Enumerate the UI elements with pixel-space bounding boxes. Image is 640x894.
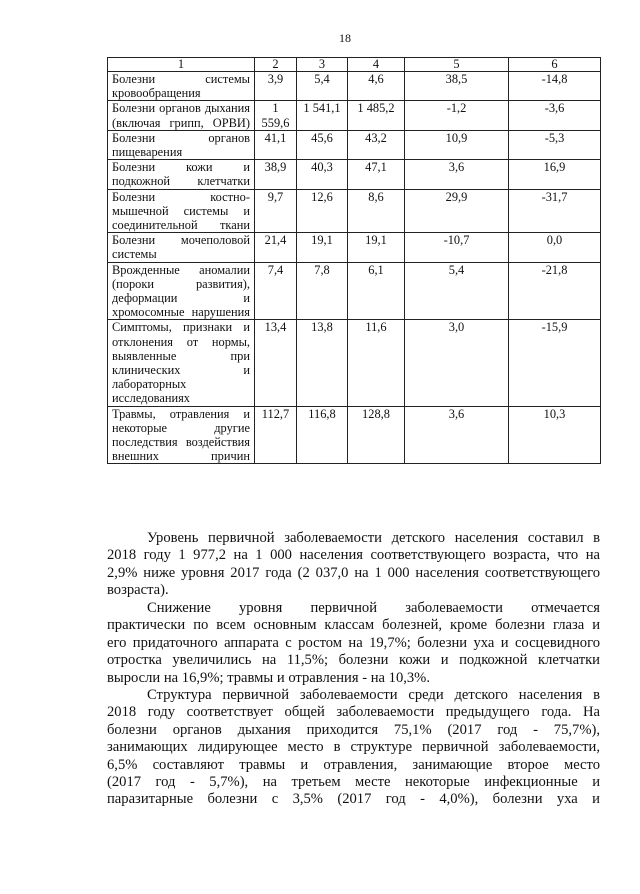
table-row [108, 189, 601, 233]
cell: -10,7 [405, 233, 509, 262]
table-row [108, 101, 601, 130]
cell: 5,4 [297, 72, 348, 101]
table-row [108, 320, 601, 406]
text-line: 6,5% составляют травмы и отравления, занимающие второе место [107, 756, 600, 773]
row-label: Травмы, отравления и некоторые другие последствия воздействия внешних причин [108, 406, 255, 464]
table-row [108, 406, 601, 464]
row-label: Болезни мочеполовой системы [108, 233, 255, 262]
cell: 21,4 [255, 233, 297, 262]
cell: 112,7 [255, 406, 297, 464]
cell: 45,6 [297, 130, 348, 159]
cell: 10,3 [509, 406, 601, 464]
paragraph-structure [107, 687, 600, 809]
header-cell: 2 [255, 58, 297, 72]
cell: 7,8 [297, 262, 348, 320]
cell: 3,0 [405, 320, 509, 406]
row-label: Болезни органов дыхания (включая грипп, ОРВИ) [108, 101, 255, 130]
header-cell: 4 [348, 58, 405, 72]
text-line: 2018 году соответствует общей заболеваемости предыдущего года. На [107, 704, 600, 721]
text-line: выросли на 16,9%; травмы и отравления - на 10,3%. [107, 669, 430, 686]
text-line: отростка увеличились на 11,5%; болезни кожи и подкожной клетчатки [107, 652, 600, 669]
cell: -15,9 [509, 320, 601, 406]
cell: 38,9 [255, 160, 297, 189]
cell: 128,8 [348, 406, 405, 464]
text-line: (2017 год - 5,7%), на третьем месте некоторые инфекционные и [107, 774, 600, 791]
cell: 1 485,2 [348, 101, 405, 130]
cell: 3,6 [405, 160, 509, 189]
cell: -21,8 [509, 262, 601, 320]
cell: -5,3 [509, 130, 601, 159]
cell: 7,4 [255, 262, 297, 320]
table-row [108, 262, 601, 320]
header-cell: 1 [108, 58, 255, 72]
row-label: Болезни органов пищеварения [108, 130, 255, 159]
cell: -14,8 [509, 72, 601, 101]
cell: 40,3 [297, 160, 348, 189]
cell: 1 541,1 [297, 101, 348, 130]
cell: 47,1 [348, 160, 405, 189]
text-line: 2018 году 1 977,2 на 1 000 населения соответствующего возраста, что на [107, 547, 600, 564]
text-line: болезни органов дыхания приходится 75,1% (2017 год - 75,7%), [107, 721, 600, 738]
cell: 19,1 [297, 233, 348, 262]
cell: 10,9 [405, 130, 509, 159]
cell: 38,5 [405, 72, 509, 101]
row-label: Болезни костно-мышечной системы и соединительной ткани [108, 189, 255, 233]
text-line: практически по всем основным классам болезней, кроме болезни глаза и [107, 617, 600, 634]
row-label: Болезни кожи и подкожной клетчатки [108, 160, 255, 189]
cell: 29,9 [405, 189, 509, 233]
paragraph-decrease [107, 600, 600, 687]
cell: 3,6 [405, 406, 509, 464]
row-label: Симптомы, признаки и отклонения от нормы, выявленные при клинических и лабораторных исследованиях [108, 320, 255, 406]
page-number: 18 [339, 31, 351, 45]
cell: -1,2 [405, 101, 509, 130]
table-row [108, 233, 601, 262]
cell: 9,7 [255, 189, 297, 233]
text-line: паразитарные болезни с 3,5% (2017 год - 4,0%), болезни уха и [107, 791, 600, 808]
cell: 16,9 [509, 160, 601, 189]
row-label: Врожденные аномалии (пороки развития), деформации и хромосомные нарушения [108, 262, 255, 320]
text-line: возраста). [107, 582, 169, 599]
cell: 12,6 [297, 189, 348, 233]
cell: 13,4 [255, 320, 297, 406]
text-line: его придаточного аппарата с ростом на 19,7%; болезни уха и сосцевидного [107, 634, 600, 651]
header-cell: 3 [297, 58, 348, 72]
cell: 6,1 [348, 262, 405, 320]
table-row [108, 72, 601, 101]
cell: 43,2 [348, 130, 405, 159]
table-row [108, 130, 601, 159]
cell: 116,8 [297, 406, 348, 464]
cell: 13,8 [297, 320, 348, 406]
cell: 4,6 [348, 72, 405, 101]
text-line: занимающих лидирующее место в структуре первичной заболеваемости, [107, 739, 600, 756]
row-label: Болезни системы кровообращения [108, 72, 255, 101]
table-row [108, 160, 601, 189]
cell: 3,9 [255, 72, 297, 101]
table-header-row [108, 58, 601, 72]
cell: -31,7 [509, 189, 601, 233]
header-cell: 5 [405, 58, 509, 72]
cell: 41,1 [255, 130, 297, 159]
text-line: 2,9% ниже уровня 2017 года (2 037,0 на 1 000 населения соответствующего [107, 564, 600, 581]
header-cell: 6 [509, 58, 601, 72]
morbidity-table [107, 57, 601, 464]
text-line: Снижение уровня первичной заболеваемости отмечается [147, 600, 600, 616]
paragraph-morbidity-level [107, 530, 600, 600]
cell: 0,0 [509, 233, 601, 262]
cell: 8,6 [348, 189, 405, 233]
cell: 19,1 [348, 233, 405, 262]
cell: 5,4 [405, 262, 509, 320]
cell: 1 559,6 [255, 101, 297, 130]
cell: -3,6 [509, 101, 601, 130]
cell: 11,6 [348, 320, 405, 406]
text-line: Структура первичной заболеваемости среди детского населения в [147, 687, 600, 703]
text-line: Уровень первичной заболеваемости детского населения составил в [147, 530, 600, 546]
